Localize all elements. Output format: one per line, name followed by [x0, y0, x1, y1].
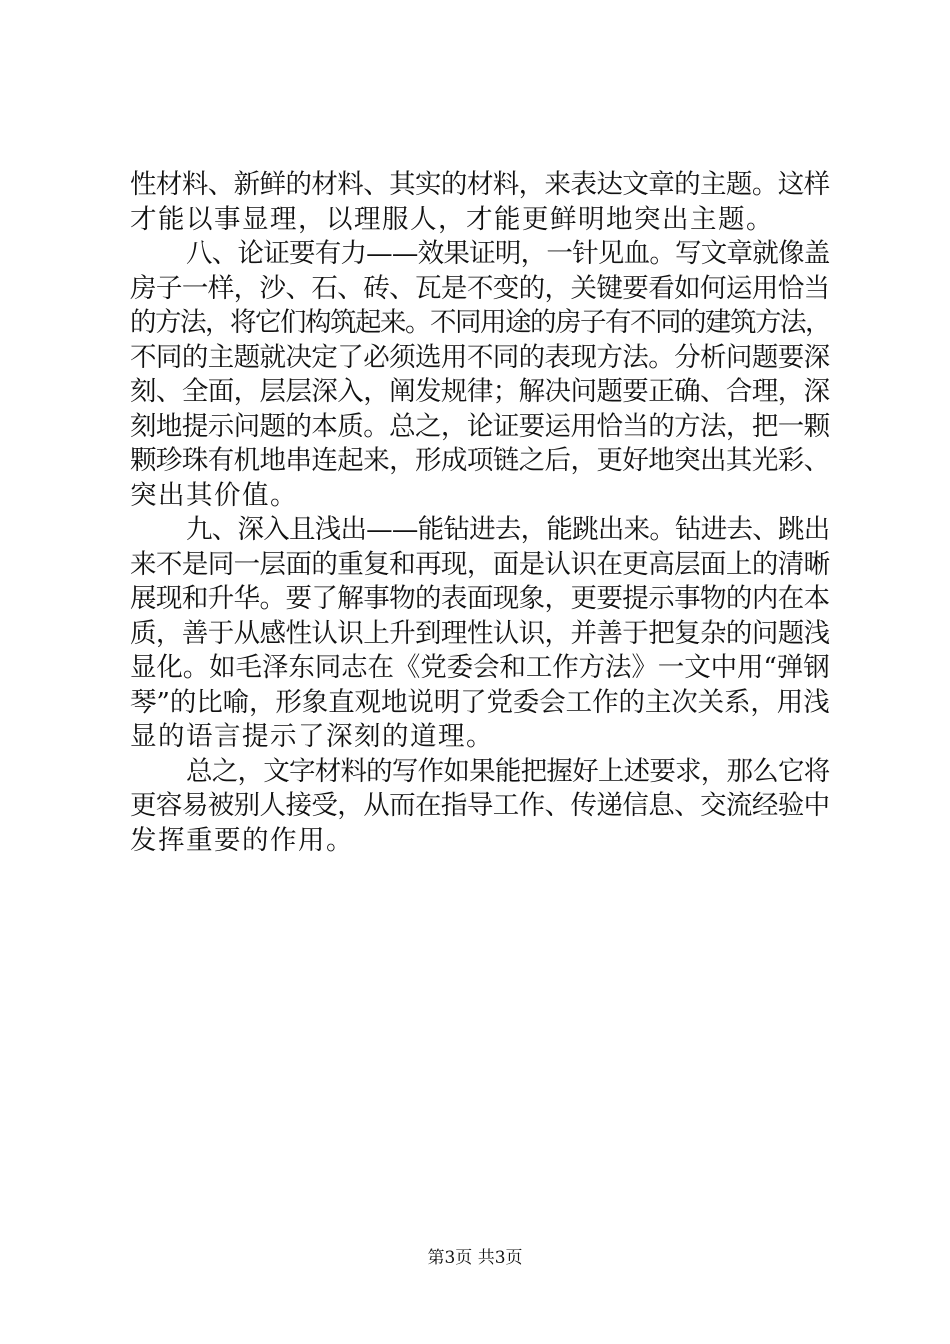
text-line: 的方法，将它们构筑起来。不同用途的房子有不同的建筑方法，	[130, 307, 830, 338]
text-line: 八、论证要有力——效果证明，一针见血。写文章就像盖	[186, 238, 830, 269]
text-line: 展现和升华。要了解事物的表面现象，更要提示事物的内在本	[130, 583, 830, 614]
text-line: 显的语言提示了深刻的道理。	[130, 721, 494, 752]
text-line: 显化。如毛泽东同志在《党委会和工作方法》一文中用“弹钢	[130, 652, 830, 683]
text-line: 总之，文字材料的写作如果能把握好上述要求，那么它将	[186, 755, 830, 787]
text-line: 刻、全面，层层深入，阐发规律；解决问题要正确、合理，深	[130, 376, 830, 407]
page-number-footer: 第3页 共3页	[427, 1248, 523, 1268]
text-line: 才能以事显理，以理服人，才能更鲜明地突出主题。	[130, 203, 774, 235]
text-line: 琴”的比喻，形象直观地说明了党委会工作的主次关系，用浅	[130, 686, 830, 718]
body-text	[130, 168, 830, 858]
text-line: 突出其价值。	[130, 479, 298, 511]
text-line: 刻地提示问题的本质。总之，论证要运用恰当的方法，把一颗	[130, 410, 830, 442]
text-line: 房子一样，沙、石、砖、瓦是不变的，关键要看如何运用恰当	[130, 272, 830, 304]
text-line: 来不是同一层面的重复和再现，面是认识在更高层面上的清晰	[130, 548, 830, 580]
text-line: 颗珍珠有机地串连起来，形成项链之后，更好地突出其光彩、	[130, 445, 830, 476]
text-line: 更容易被别人接受，从而在指导工作、传递信息、交流经验中	[130, 790, 830, 821]
text-line: 发挥重要的作用。	[130, 824, 354, 856]
text-line: 性材料、新鲜的材料、其实的材料，来表达文章的主题。这样	[130, 169, 830, 200]
text-line: 九、深入且浅出——能钻进去，能跳出来。钻进去、跳出	[186, 514, 830, 545]
text-line: 质，善于从感性认识上升到理性认识，并善于把复杂的问题浅	[130, 617, 830, 649]
text-line: 不同的主题就决定了必须选用不同的表现方法。分析问题要深	[130, 341, 830, 373]
